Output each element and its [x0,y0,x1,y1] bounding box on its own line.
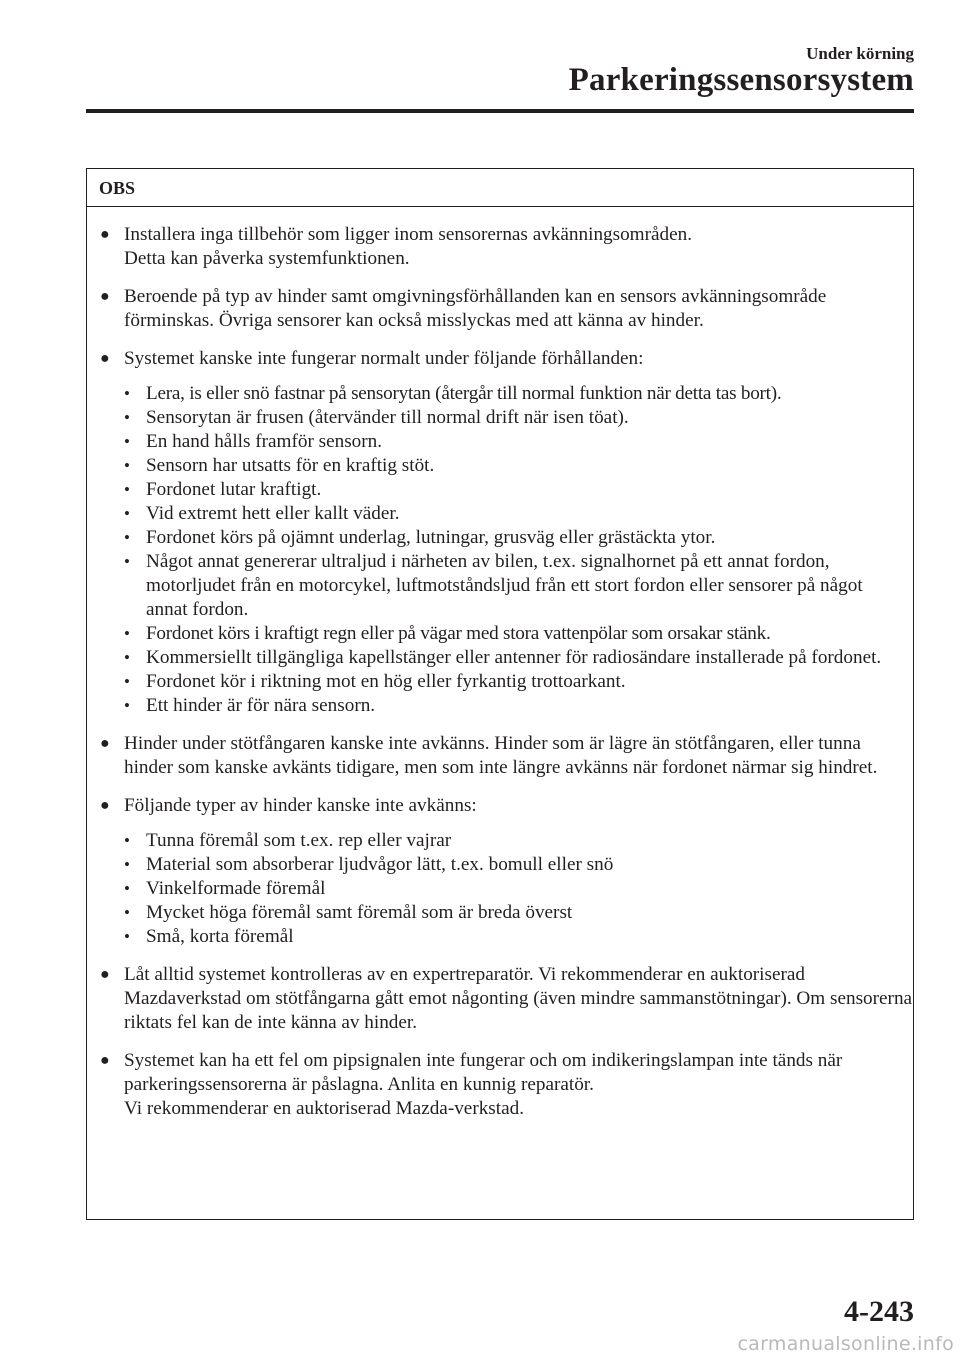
bullet-text: Följande typer av hinder kanske inte avkänns: [124,795,477,816]
bullet-text: Hinder under stötfångaren kanske inte avkänns. Hinder som är lägre än stötfångaren, eller tunna hinder som kanske avkänts tidigare, men som inte längre avkänns när fordonet närmar sig hindret. [124,733,878,778]
sub-list-text: Fordonet körs på ojämnt underlag, lutningar, grusväg eller grästäckta ytor. [146,527,716,548]
sub-list-text: Mycket höga föremål samt föremål som är breda överst [146,902,573,923]
sub-bullet-icon: • [124,504,130,523]
header-rule [86,109,914,113]
sub-list-item [124,901,913,925]
sub-list-item [124,382,913,406]
bullet-item [100,347,913,718]
bullet-item [100,732,913,780]
sub-list-item [124,694,913,718]
sub-bullet-icon: • [124,552,130,571]
note-label: OBS [87,169,913,207]
sub-bullet-icon: • [124,927,130,946]
sub-list [124,382,913,718]
bullet-text: Beroende på typ av hinder samt omgivningsförhållanden kan en sensors avkänningsområde förminskas. Övriga sensorer kan också misslyckas med att känna av hinder. [124,286,827,331]
sub-list-item [124,670,913,694]
sub-bullet-icon: • [124,672,130,691]
sub-bullet-icon: • [124,648,130,667]
sub-bullet-icon: • [124,432,130,451]
sub-list-item [124,925,913,949]
sub-list-item [124,454,913,478]
sub-list-text: Sensorn har utsatts för en kraftig stöt. [146,455,435,476]
sub-bullet-icon: • [124,408,130,427]
bullet-text: Installera inga tillbehör som ligger inom sensorernas avkänningsområden. Detta kan påverka systemfunktionen. [124,224,693,269]
sub-list-item [124,478,913,502]
sub-list-item [124,526,913,550]
sub-bullet-icon: • [124,480,130,499]
bullet-icon: ● [100,966,110,983]
sub-list-item [124,550,913,622]
sub-bullet-icon: • [124,624,130,643]
bullet-icon: ● [100,735,110,752]
sub-list-item [124,406,913,430]
note-box [86,168,914,1220]
sub-bullet-icon: • [124,528,130,547]
sub-list-item [124,853,913,877]
sub-list-text: Tunna föremål som t.ex. rep eller vajrar [146,830,452,851]
sub-list-text: Material som absorberar ljudvågor lätt, t.ex. bomull eller snö [146,854,614,875]
sub-list-text: Vid extremt hett eller kallt väder. [146,503,400,524]
sub-list-text: Ett hinder är för nära sensorn. [146,695,376,716]
bullet-item [100,794,913,949]
bullet-item [100,223,913,271]
sub-bullet-icon: • [124,855,130,874]
sub-bullet-icon: • [124,903,130,922]
sub-list [124,829,913,949]
sub-list-item [124,622,913,646]
sub-bullet-icon: • [124,456,130,475]
watermark: carmanualsonline.info [737,1333,954,1355]
sub-list-text: En hand hålls framför sensorn. [146,431,383,452]
sub-list-text: Vinkelformade föremål [146,878,326,899]
sub-bullet-icon: • [124,696,130,715]
bullet-icon: ● [100,288,110,305]
sub-list-text: Kommersiellt tillgängliga kapellstänger eller antenner för radiosändare installerade på fordonet. [146,647,882,668]
section-header: Under körning [806,44,914,63]
sub-list-item [124,646,913,670]
bullet-icon: ● [100,797,110,814]
sub-list-text: Lera, is eller snö fastnar på sensorytan (återgår till normal funktion när detta tas bort). [146,383,782,404]
sub-bullet-icon: • [124,384,130,403]
bullet-text: Systemet kanske inte fungerar normalt under följande förhållanden: [124,348,644,369]
bullet-item [100,285,913,333]
sub-list-item [124,502,913,526]
sub-list-text: Något annat genererar ultraljud i närheten av bilen, t.ex. signalhornet på ett annat fordon, motorljudet från en motorcykel, luftmotståndsljud från ett stort fordon eller sensorer på något annat fordon. [146,551,863,620]
bullet-icon: ● [100,226,110,243]
sub-bullet-icon: • [124,879,130,898]
bullet-text: Låt alltid systemet kontrolleras av en expertreparatör. Vi rekommenderar en auktoriserad Mazdaverkstad om stötfångarna gått emot någonting (även mindre sammanstötningar). Om sensorerna riktats fel kan de inte känna av hinder. [124,964,913,1033]
bullet-icon: ● [100,350,110,367]
sub-list-text: Fordonet kör i riktning mot en hög eller fyrkantig trottoarkant. [146,671,626,692]
sub-list-text: Fordonet lutar kraftigt. [146,479,322,500]
note-body [87,207,913,1121]
bullet-icon: ● [100,1052,110,1069]
sub-list-text: Fordonet körs i kraftigt regn eller på vägar med stora vattenpölar som orsakar stänk. [146,623,771,644]
bullet-text: Systemet kan ha ett fel om pipsignalen inte fungerar och om indikeringslampan inte tänds när parkeringssensorerna är påslagna. Anlita en kunnig reparatör. Vi rekommenderar en auktoriserad Mazda-verkstad. [124,1050,843,1119]
sub-list-item [124,430,913,454]
sub-list-text: Små, korta föremål [146,926,294,947]
bullet-item [100,963,913,1035]
page-number: 4-243 [844,1295,914,1328]
sub-list-item [124,877,913,901]
sub-list-item [124,829,913,853]
sub-list-text: Sensorytan är frusen (återvänder till normal drift när isen töat). [146,407,629,428]
bullet-item [100,1049,913,1121]
sub-bullet-icon: • [124,831,130,850]
page-title: Parkeringssensorsystem [568,62,914,98]
